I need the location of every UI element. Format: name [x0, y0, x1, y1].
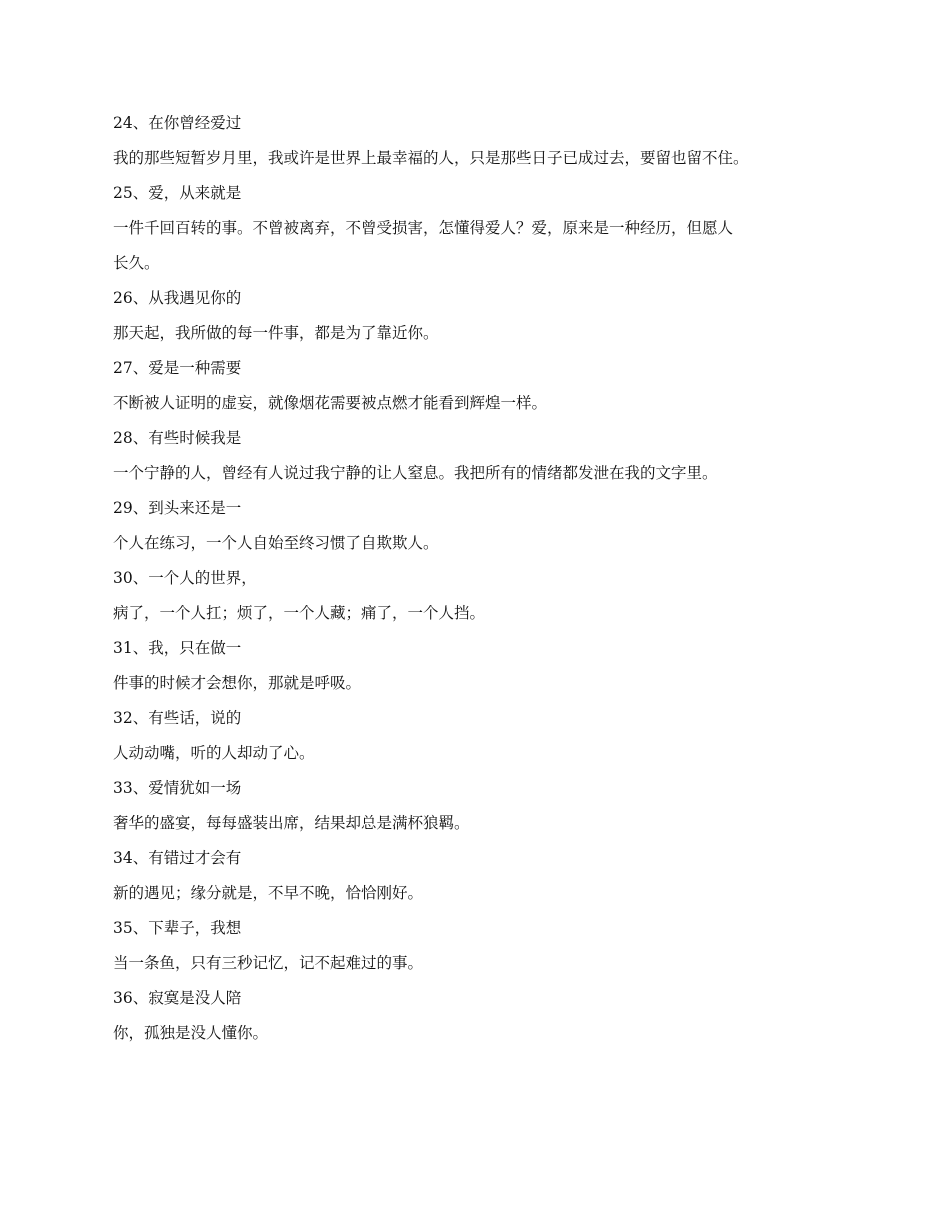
- entry-heading: 25、爱，从来就是: [113, 184, 242, 202]
- entry-text: 不断被人证明的虚妄，就像烟花需要被点燃才能看到辉煌一样。: [113, 394, 548, 412]
- entry-heading: 31、我，只在做一: [113, 639, 242, 657]
- entry-text: 病了，一个人扛；烦了，一个人藏；痛了，一个人挡。: [113, 604, 486, 622]
- entry-heading: 27、爱是一种需要: [113, 359, 242, 377]
- entry-heading: 26、从我遇见你的: [113, 289, 242, 307]
- entry-text: 奢华的盛宴，每每盛装出席，结果却总是满杯狼羁。: [113, 814, 470, 832]
- entry-heading: 24、在你曾经爱过: [113, 114, 242, 132]
- entry-text: 新的遇见；缘分就是，不早不晚，恰恰刚好。: [113, 884, 424, 902]
- entry-heading: 28、有些时候我是: [113, 429, 242, 447]
- entry-text: 人动动嘴，听的人却动了心。: [113, 744, 315, 762]
- entry-text: 长久。: [113, 254, 160, 272]
- entry-text: 一件千回百转的事。不曾被离弃，不曾受损害，怎懂得爱人？爱，原来是一种经历，但愿人: [113, 219, 734, 237]
- entry-heading: 32、有些话，说的: [113, 709, 242, 727]
- entry-heading: 30、一个人的世界，: [113, 569, 257, 587]
- entry-heading: 29、到头来还是一: [113, 499, 242, 517]
- entry-text: 个人在练习，一个人自始至终习惯了自欺欺人。: [113, 534, 439, 552]
- entry-text: 我的那些短暂岁月里，我或许是世界上最幸福的人，只是那些日子已成过去，要留也留不住。: [113, 149, 749, 167]
- entry-heading: 35、下辈子，我想: [113, 919, 242, 937]
- entry-text: 一个宁静的人，曾经有人说过我宁静的让人窒息。我把所有的情绪都发泄在我的文字里。: [113, 464, 718, 482]
- entry-text: 你，孤独是没人懂你。: [113, 1024, 269, 1042]
- entry-heading: 33、爱情犹如一场: [113, 779, 242, 797]
- document-page: [113, 112, 841, 1057]
- entry-text: 件事的时候才会想你，那就是呼吸。: [113, 674, 362, 692]
- entry-heading: 36、寂寞是没人陪: [113, 989, 242, 1007]
- entry-heading: 34、有错过才会有: [113, 849, 242, 867]
- entry-text: 当一条鱼，只有三秒记忆，记不起难过的事。: [113, 954, 424, 972]
- entry-text: 那天起，我所做的每一件事，都是为了靠近你。: [113, 324, 439, 342]
